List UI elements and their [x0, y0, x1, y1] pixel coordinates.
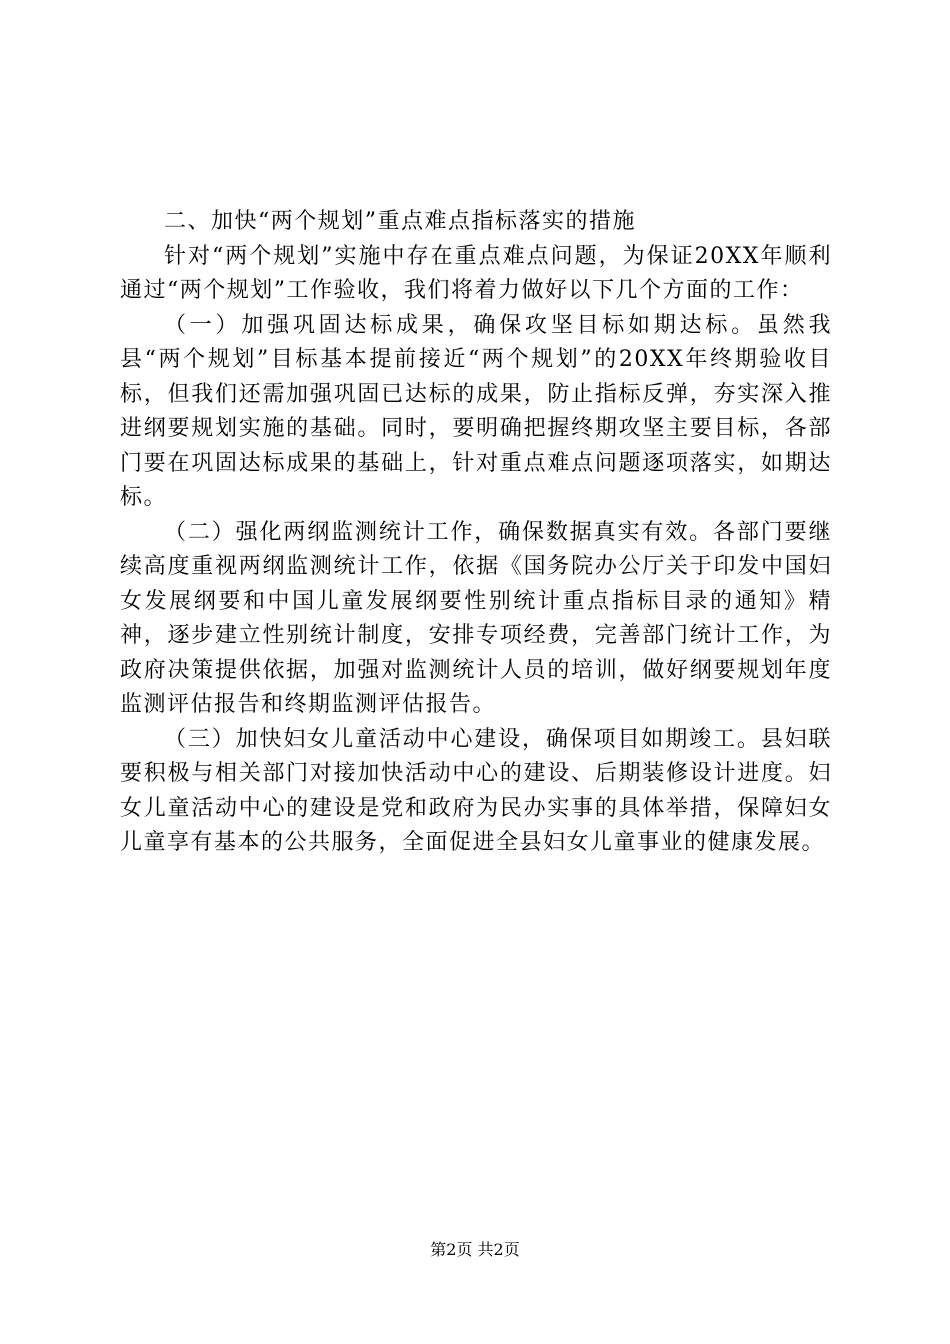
paragraph-item-3: （三）加快妇女儿童活动中心建设，确保项目如期竣工。县妇联要积极与相关部门对接加快活动中心的建设、后期装修设计进度。妇女儿童活动中心的建设是党和政府为民办实事的具体举措，保障妇女儿童享有基本的公共服务，全面促进全县妇女儿童事业的健康发展。	[120, 726, 832, 855]
paragraph-intro: 针对“两个规划”实施中存在重点难点问题，为保证20XX年顺利通过“两个规划”工作验收，我们将着力做好以下几个方面的工作：	[120, 243, 832, 303]
paragraph-item-1: （一）加强巩固达标成果，确保攻坚目标如期达标。虽然我县“两个规划”目标基本提前接近“两个规划”的20XX年终期验收目标，但我们还需加强巩固已达标的成果，防止指标反弹，夯实深入推进纲要规划实施的基础。同时，要明确把握终期攻坚主要目标，各部门要在巩固达标成果的基础上，针对重点难点问题逐项落实，如期达标。	[120, 312, 832, 510]
page-footer: 第2页 共2页	[430, 1240, 520, 1259]
paragraph-item-2: （二）强化两纲监测统计工作，确保数据真实有效。各部门要继续高度重视两纲监测统计工作，依据《国务院办公厅关于印发中国妇女发展纲要和中国儿童发展纲要性别统计重点指标目录的通知》精神，逐步建立性别统计制度，安排专项经费，完善部门统计工作，为政府决策提供依据，加强对监测统计人员的培训，做好纲要规划年度监测评估报告和终期监测评估报告。	[120, 519, 832, 717]
document-body	[120, 205, 832, 861]
section-heading: 二、加快“两个规划”重点难点指标落实的措施	[164, 209, 636, 234]
